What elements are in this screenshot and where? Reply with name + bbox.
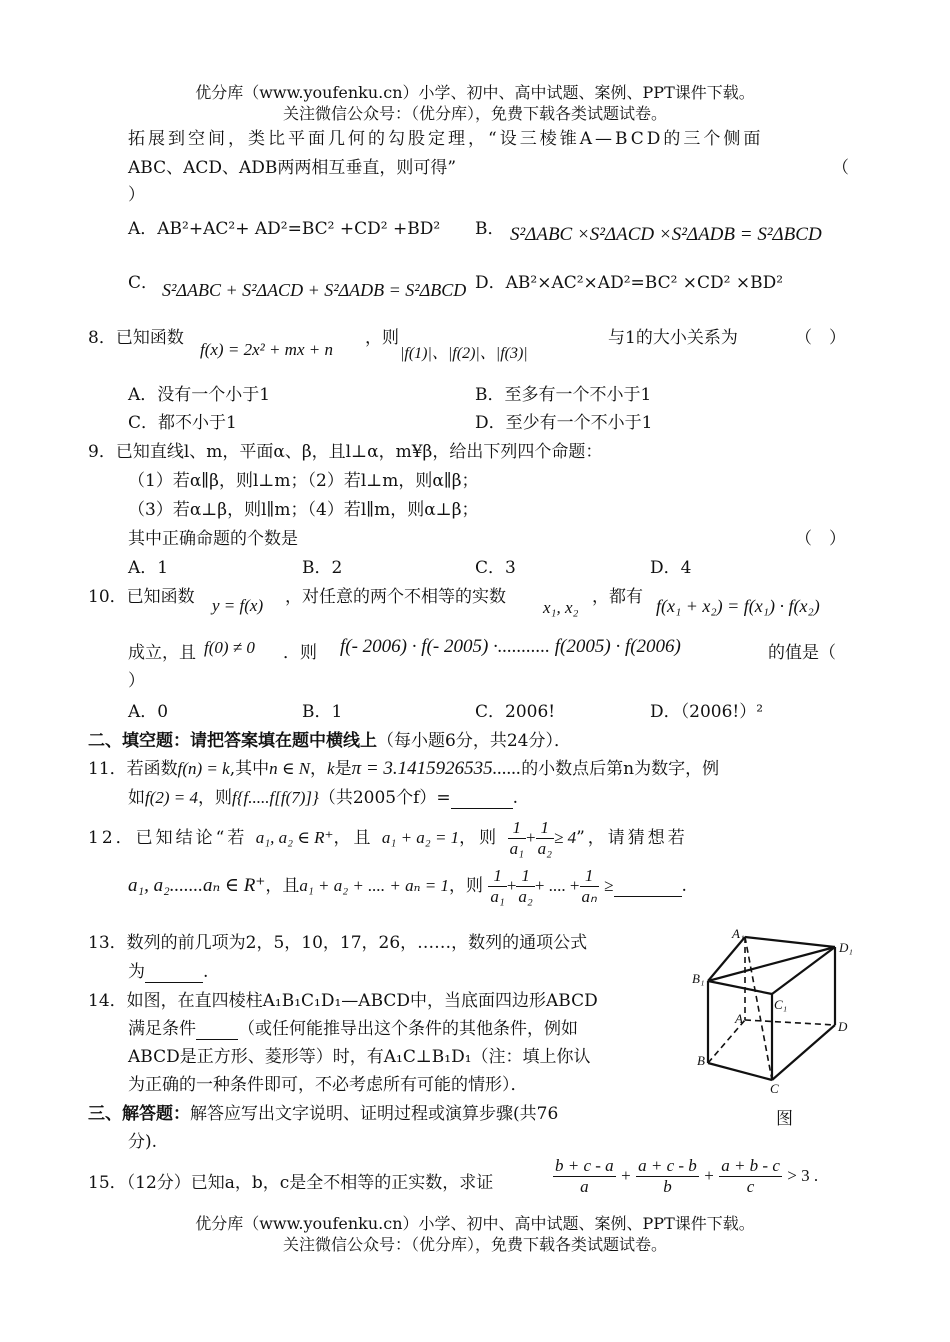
q9-option-c: C．3: [475, 558, 516, 578]
q14-line-2: 满足条件 （或任何能推导出这个条件的其他条件，例如: [128, 1019, 578, 1039]
q15-line: 15．（12分）已知a，b，c是全不相等的正实数，求证: [88, 1173, 494, 1193]
label-A1: A₁: [732, 926, 745, 941]
figure-caption: 图: [776, 1109, 793, 1129]
q8-option-d: D．至少有一个不小于1: [475, 413, 653, 433]
q10-option-d: D．（2006!）²: [650, 702, 764, 722]
q8-tail: 与1的大小关系为: [608, 328, 738, 348]
q11-line-1: 11．若函数f(n) = k,其中n ∈ N，k是π = 3.1415926535......的小数点后第n为数字，例: [88, 758, 720, 779]
q10-vars: x₁, x₂: [543, 598, 579, 617]
section-2-title: 二、填空题：请把答案填在题中横线上: [88, 731, 377, 751]
q7-option-b-formula: S²ΔABC ×S²ΔACD ×S²ΔADB = S²ΔBCD: [510, 224, 822, 245]
q10-mid2: ，都有: [592, 587, 643, 607]
section-3-heading: 三、解答题：解答应写出文字说明、证明过程或演算步骤(共76: [88, 1104, 559, 1124]
q11-answer-blank[interactable]: [451, 788, 513, 809]
footer-line-2: 关注微信公众号：（优分库），免费下载各类试题试卷。: [282, 1235, 667, 1254]
q10-line2a: 成立，且: [128, 643, 196, 663]
header-line-1: 优分库（www.youfenku.cn）小学、初中、高中试题、案例、PPT课件下载。: [195, 83, 755, 102]
q9-line-3: （3）若α⊥β，则l∥m；（4）若l∥m，则α⊥β；: [128, 500, 479, 520]
q7-option-c-formula: S²ΔABC + S²ΔACD + S²ΔADB = S²ΔBCD: [162, 280, 467, 300]
q8-function: f(x) = 2x² + mx + n: [200, 340, 333, 359]
label-A: A: [735, 1011, 743, 1026]
q7-option-c-label: C．: [128, 273, 159, 293]
prism-figure: [690, 925, 865, 1095]
q15-fraction-3: $\frac{a + b - c}{c}$: [721, 1156, 780, 1196]
q7-line-1: 拓展到空间，类比平面几何的勾股定理，“设三棱锥A—BCD的三个侧面: [128, 129, 764, 149]
label-D1: D₁: [839, 940, 853, 955]
label-B: B: [697, 1053, 705, 1068]
q8-mid: ，则: [365, 328, 399, 348]
q8-values: |f(1)|、|f(2)|、|f(3)|: [400, 345, 528, 362]
q7-option-d: D．AB²×AC²×AD²=BC² ×CD² ×BD²: [475, 273, 784, 293]
q12-answer-blank[interactable]: [614, 876, 682, 897]
q12-sum-fraction-1: $\frac{1}{\text{a₁}}$: [490, 866, 505, 906]
q7-option-b-label: B．: [475, 219, 505, 239]
q9-line-2: （1）若α∥β，则l⊥m；（2）若l⊥m，则α∥β；: [128, 471, 479, 491]
q10-line2c: 的值是（: [768, 643, 836, 663]
q10-line2b: ．则: [283, 643, 317, 663]
q7-paren-close: ）: [128, 185, 145, 205]
section-2-heading: [88, 726, 571, 751]
q14-line-4: 为正确的一种条件即可，不必考虑所有可能的情形）．: [128, 1075, 528, 1095]
q10-condition: f(0) ≠ 0: [204, 638, 255, 657]
q9-option-a: A．1: [128, 558, 169, 578]
q15-inequality: $\frac{b + c - a}{a}$ + $\frac{a + c - b}{b}$ + $\frac{a + b - c}{c}$ > 3 .: [555, 1156, 819, 1196]
section-2-note: （每小题6分，共24分）．: [377, 731, 571, 751]
q10-mid: ，对任意的两个不相等的实数: [285, 587, 506, 607]
section-3-heading-line-2: 分).: [128, 1132, 158, 1152]
q7-line-2: ABC、ACD、ADB两两相互垂直，则可得”: [128, 158, 457, 178]
q8-number: 8．已知函数: [88, 328, 184, 348]
q8-option-b: B．至多有一个不小于1: [475, 385, 652, 405]
q8-option-a: A．没有一个小于1: [128, 385, 271, 405]
q9-paren: （ ）: [795, 529, 846, 549]
label-B1: B₁: [692, 971, 705, 986]
q12-line-2: a₁, a₂.......aₙ ∈ R⁺，且a₁ + a₂ + .... + aₙ = 1，则 $\frac{1}{\text{a₁}}$ + $\frac{1}{\text{a₂}}$ + .... + $\frac{1}{\text{aₙ}}$ ≥ .: [128, 866, 687, 906]
label-D: D: [838, 1019, 848, 1034]
q14-line-3: ABCD是正方形、菱形等）时，有A₁C⊥B₁D₁（注：填上你认: [128, 1047, 591, 1067]
header-line-2: 关注微信公众号：（优分库），免费下载各类试题试卷。: [282, 104, 667, 123]
q7-option-a: A．AB²+AC²+ AD²=BC² +CD² +BD²: [128, 219, 441, 239]
q15-fraction-2: $\frac{a + c - b}{b}$: [638, 1156, 697, 1196]
q9-option-d: D．4: [650, 558, 692, 578]
q14-line-1: 14．如图，在直四棱柱A₁B₁C₁D₁—ABCD中，当底面四边形ABCD: [88, 991, 598, 1011]
q12-fraction-2: $\frac{1}{\text{a₂}}$: [537, 818, 553, 858]
q13-line-2: 为 .: [128, 962, 209, 982]
q12-fraction-1: $\frac{1}{\text{a₁}}$: [509, 818, 524, 858]
q14-answer-blank[interactable]: [196, 1019, 238, 1040]
q8-paren: （ ）: [795, 328, 846, 348]
q10-equation: f(x₁ + x₂) = f(x₁) · f(x₂): [656, 596, 820, 616]
q7-paren-open: （: [832, 158, 849, 178]
q9-option-b: B．2: [302, 558, 343, 578]
q12-sum-fraction-2: $\frac{1}{\text{a₂}}$: [518, 866, 533, 906]
q13-line-1: 13．数列的前几项为2，5，10，17，26，……，数列的通项公式: [88, 933, 588, 953]
q13-answer-blank[interactable]: [145, 962, 203, 983]
q9-line-1: 9．已知直线l、m，平面α、β，且l⊥α，m¥β，给出下列四个命题：: [88, 442, 603, 462]
q10-paren-close: ）: [128, 671, 145, 691]
q10-option-b: B．1: [302, 702, 343, 722]
q9-line-4: 其中正确命题的个数是: [128, 529, 298, 549]
q15-fraction-1: $\frac{b + c - a}{a}$: [555, 1156, 614, 1196]
q10-number: 10．已知函数: [88, 587, 195, 607]
q10-option-c: C．2006!: [475, 702, 556, 722]
q10-expression: f(- 2006) · f(- 2005) ·........... f(2005) · f(2006): [340, 636, 681, 657]
q12-line-1: 12．已知结论“若 a₁, a₂ ∈ R⁺，且 a₁ + a₂ = 1，则 $\frac{1}{\text{a₁}}$ + $\frac{1}{\text{a₂}}$ ≥ 4”，请猜想若: [88, 818, 688, 858]
q12-sum-fraction-n: $\frac{1}{\text{aₙ}}$: [581, 866, 597, 906]
label-C: C: [770, 1081, 779, 1095]
q11-line-2: 如f(2) = 4，则f{f.....f[f(7)]}（共2005个f）= .: [128, 788, 519, 808]
q8-option-c: C．都不小于1: [128, 413, 237, 433]
footer-line-1: 优分库（www.youfenku.cn）小学、初中、高中试题、案例、PPT课件下载。: [195, 1214, 755, 1233]
q10-function: y = f(x): [212, 596, 264, 615]
q10-option-a: A．0: [128, 702, 169, 722]
label-C1: C₁: [774, 997, 788, 1012]
